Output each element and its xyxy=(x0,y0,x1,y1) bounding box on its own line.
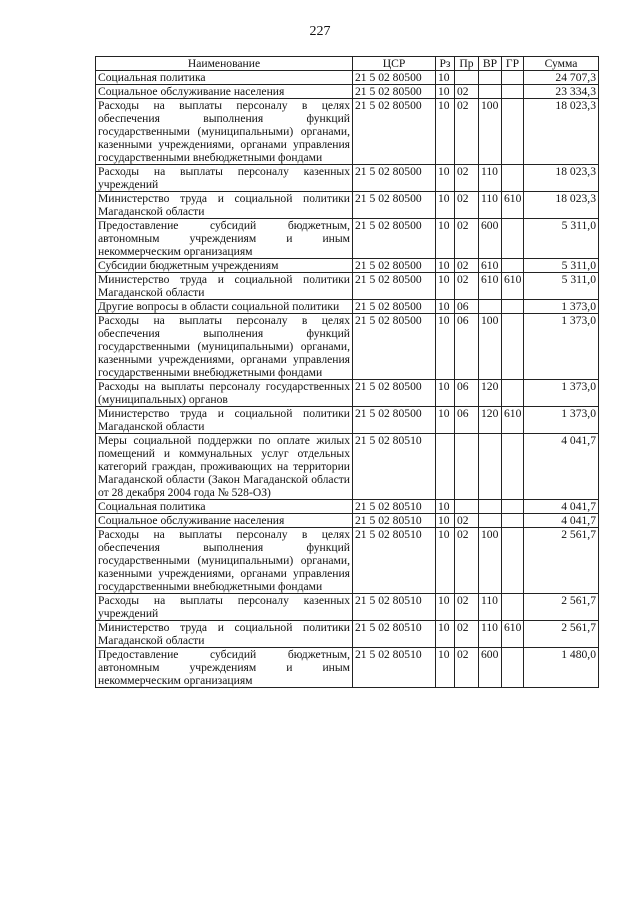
cell-csr: 21 5 02 80510 xyxy=(353,500,436,514)
cell-vr: 110 xyxy=(479,594,502,621)
cell-rz: 10 xyxy=(436,407,455,434)
cell-sum: 1 373,0 xyxy=(524,300,599,314)
table-row xyxy=(96,273,599,300)
cell-gr xyxy=(502,314,524,380)
cell-name: Другие вопросы в области социальной политики xyxy=(96,300,353,314)
cell-gr xyxy=(502,71,524,85)
cell-pr: 06 xyxy=(455,300,479,314)
cell-rz: 10 xyxy=(436,648,455,688)
table-row xyxy=(96,380,599,407)
cell-name: Социальная политика xyxy=(96,500,353,514)
cell-name: Министерство труда и социальной политики Магаданской области xyxy=(96,192,353,219)
table-row xyxy=(96,621,599,648)
table-row xyxy=(96,648,599,688)
cell-gr xyxy=(502,259,524,273)
cell-csr: 21 5 02 80500 xyxy=(353,259,436,273)
cell-sum: 1 373,0 xyxy=(524,314,599,380)
cell-gr xyxy=(502,528,524,594)
cell-rz: 10 xyxy=(436,500,455,514)
cell-pr: 02 xyxy=(455,85,479,99)
cell-rz: 10 xyxy=(436,192,455,219)
cell-gr xyxy=(502,500,524,514)
cell-name: Расходы на выплаты персоналу казенных учреждений xyxy=(96,594,353,621)
cell-csr: 21 5 02 80500 xyxy=(353,314,436,380)
cell-rz: 10 xyxy=(436,594,455,621)
table-row xyxy=(96,71,599,85)
cell-vr: 610 xyxy=(479,273,502,300)
cell-pr: 02 xyxy=(455,273,479,300)
cell-csr: 21 5 02 80510 xyxy=(353,514,436,528)
cell-csr: 21 5 02 80510 xyxy=(353,528,436,594)
cell-sum: 18 023,3 xyxy=(524,99,599,165)
cell-pr: 02 xyxy=(455,528,479,594)
cell-pr xyxy=(455,71,479,85)
table-header-row xyxy=(96,57,599,71)
cell-rz: 10 xyxy=(436,380,455,407)
table-row xyxy=(96,434,599,500)
cell-sum: 2 561,7 xyxy=(524,528,599,594)
cell-vr xyxy=(479,434,502,500)
cell-pr: 06 xyxy=(455,380,479,407)
table-row xyxy=(96,99,599,165)
cell-rz: 10 xyxy=(436,314,455,380)
header-csr: ЦСР xyxy=(353,57,436,71)
cell-gr xyxy=(502,300,524,314)
cell-name: Расходы на выплаты персоналу казенных учреждений xyxy=(96,165,353,192)
cell-name: Министерство труда и социальной политики Магаданской области xyxy=(96,621,353,648)
cell-rz: 10 xyxy=(436,219,455,259)
cell-gr: 610 xyxy=(502,192,524,219)
cell-vr xyxy=(479,71,502,85)
table-row xyxy=(96,259,599,273)
table-row xyxy=(96,192,599,219)
table-row xyxy=(96,500,599,514)
table-row xyxy=(96,594,599,621)
cell-rz xyxy=(436,434,455,500)
cell-gr: 610 xyxy=(502,621,524,648)
cell-pr: 02 xyxy=(455,621,479,648)
cell-pr xyxy=(455,500,479,514)
cell-sum: 23 334,3 xyxy=(524,85,599,99)
cell-rz: 10 xyxy=(436,259,455,273)
cell-name: Министерство труда и социальной политики Магаданской области xyxy=(96,407,353,434)
cell-name: Меры социальной поддержки по оплате жилых помещений и коммунальных услуг отдельных категорий граждан, проживающих на территории Магаданской области (Закон Магаданской области от 28 декабря 2004 года № 528-ОЗ) xyxy=(96,434,353,500)
cell-gr xyxy=(502,85,524,99)
header-rz: Рз xyxy=(436,57,455,71)
table-row xyxy=(96,85,599,99)
cell-vr: 110 xyxy=(479,192,502,219)
cell-pr: 02 xyxy=(455,219,479,259)
cell-name: Социальная политика xyxy=(96,71,353,85)
cell-sum: 2 561,7 xyxy=(524,594,599,621)
cell-vr: 600 xyxy=(479,219,502,259)
cell-gr xyxy=(502,165,524,192)
cell-gr: 610 xyxy=(502,407,524,434)
cell-csr: 21 5 02 80500 xyxy=(353,273,436,300)
cell-pr: 06 xyxy=(455,314,479,380)
cell-name: Расходы на выплаты персоналу в целях обеспечения выполнения функций государственными (муниципальными) органами, казенными учреждениями, органами управления государственными внебюджетными фондами xyxy=(96,528,353,594)
header-name: Наименование xyxy=(96,57,353,71)
cell-csr: 21 5 02 80500 xyxy=(353,192,436,219)
cell-csr: 21 5 02 80500 xyxy=(353,300,436,314)
header-vr: ВР xyxy=(479,57,502,71)
cell-sum: 2 561,7 xyxy=(524,621,599,648)
cell-gr xyxy=(502,648,524,688)
cell-name: Предоставление субсидий бюджетным, автономным учреждениям и иным некоммерческим организациям xyxy=(96,219,353,259)
table-body xyxy=(96,71,599,688)
cell-vr: 110 xyxy=(479,165,502,192)
cell-sum: 4 041,7 xyxy=(524,514,599,528)
cell-csr: 21 5 02 80510 xyxy=(353,621,436,648)
cell-gr xyxy=(502,434,524,500)
cell-name: Министерство труда и социальной политики Магаданской области xyxy=(96,273,353,300)
cell-gr xyxy=(502,219,524,259)
table-row xyxy=(96,407,599,434)
header-gr: ГР xyxy=(502,57,524,71)
cell-rz: 10 xyxy=(436,514,455,528)
cell-rz: 10 xyxy=(436,71,455,85)
cell-csr: 21 5 02 80500 xyxy=(353,85,436,99)
table-row xyxy=(96,300,599,314)
cell-gr: 610 xyxy=(502,273,524,300)
cell-vr xyxy=(479,300,502,314)
cell-pr: 02 xyxy=(455,259,479,273)
cell-vr xyxy=(479,85,502,99)
cell-rz: 10 xyxy=(436,528,455,594)
cell-csr: 21 5 02 80500 xyxy=(353,71,436,85)
cell-csr: 21 5 02 80510 xyxy=(353,434,436,500)
cell-gr xyxy=(502,594,524,621)
cell-rz: 10 xyxy=(436,165,455,192)
cell-csr: 21 5 02 80500 xyxy=(353,380,436,407)
cell-gr xyxy=(502,514,524,528)
cell-sum: 4 041,7 xyxy=(524,500,599,514)
cell-csr: 21 5 02 80510 xyxy=(353,594,436,621)
cell-vr: 110 xyxy=(479,621,502,648)
cell-rz: 10 xyxy=(436,99,455,165)
cell-pr: 06 xyxy=(455,407,479,434)
cell-rz: 10 xyxy=(436,621,455,648)
cell-name: Социальное обслуживание населения xyxy=(96,85,353,99)
cell-pr: 02 xyxy=(455,514,479,528)
cell-rz: 10 xyxy=(436,273,455,300)
cell-sum: 5 311,0 xyxy=(524,273,599,300)
cell-vr: 600 xyxy=(479,648,502,688)
cell-pr: 02 xyxy=(455,192,479,219)
cell-vr: 610 xyxy=(479,259,502,273)
cell-rz: 10 xyxy=(436,300,455,314)
cell-vr: 120 xyxy=(479,380,502,407)
table-row xyxy=(96,165,599,192)
cell-name: Социальное обслуживание населения xyxy=(96,514,353,528)
budget-table xyxy=(95,56,599,688)
cell-csr: 21 5 02 80500 xyxy=(353,407,436,434)
cell-name: Субсидии бюджетным учреждениям xyxy=(96,259,353,273)
cell-vr: 100 xyxy=(479,99,502,165)
cell-sum: 18 023,3 xyxy=(524,192,599,219)
cell-name: Предоставление субсидий бюджетным, автономным учреждениям и иным некоммерческим организациям xyxy=(96,648,353,688)
table-row xyxy=(96,528,599,594)
cell-name: Расходы на выплаты персоналу государственных (муниципальных) органов xyxy=(96,380,353,407)
header-sum: Сумма xyxy=(524,57,599,71)
table-row xyxy=(96,314,599,380)
cell-sum: 1 373,0 xyxy=(524,407,599,434)
cell-vr xyxy=(479,500,502,514)
cell-name: Расходы на выплаты персоналу в целях обеспечения выполнения функций государственными (муниципальными) органами, казенными учреждениями, органами управления государственными внебюджетными фондами xyxy=(96,314,353,380)
table-row xyxy=(96,514,599,528)
cell-csr: 21 5 02 80500 xyxy=(353,165,436,192)
cell-vr: 100 xyxy=(479,314,502,380)
cell-gr xyxy=(502,380,524,407)
cell-sum: 5 311,0 xyxy=(524,219,599,259)
cell-pr: 02 xyxy=(455,648,479,688)
cell-vr: 100 xyxy=(479,528,502,594)
cell-pr xyxy=(455,434,479,500)
cell-rz: 10 xyxy=(436,85,455,99)
table-row xyxy=(96,219,599,259)
cell-csr: 21 5 02 80500 xyxy=(353,99,436,165)
cell-gr xyxy=(502,99,524,165)
cell-vr: 120 xyxy=(479,407,502,434)
cell-sum: 18 023,3 xyxy=(524,165,599,192)
page-number: 227 xyxy=(309,24,331,39)
cell-vr xyxy=(479,514,502,528)
cell-pr: 02 xyxy=(455,165,479,192)
cell-csr: 21 5 02 80510 xyxy=(353,648,436,688)
cell-name: Расходы на выплаты персоналу в целях обеспечения выполнения функций государственными (муниципальными) органами, казенными учреждениями, органами управления государственными внебюджетными фондами xyxy=(96,99,353,165)
cell-sum: 4 041,7 xyxy=(524,434,599,500)
cell-sum: 1 480,0 xyxy=(524,648,599,688)
cell-pr: 02 xyxy=(455,594,479,621)
cell-pr: 02 xyxy=(455,99,479,165)
cell-sum: 5 311,0 xyxy=(524,259,599,273)
cell-sum: 1 373,0 xyxy=(524,380,599,407)
cell-sum: 24 707,3 xyxy=(524,71,599,85)
cell-csr: 21 5 02 80500 xyxy=(353,219,436,259)
header-pr: Пр xyxy=(455,57,479,71)
